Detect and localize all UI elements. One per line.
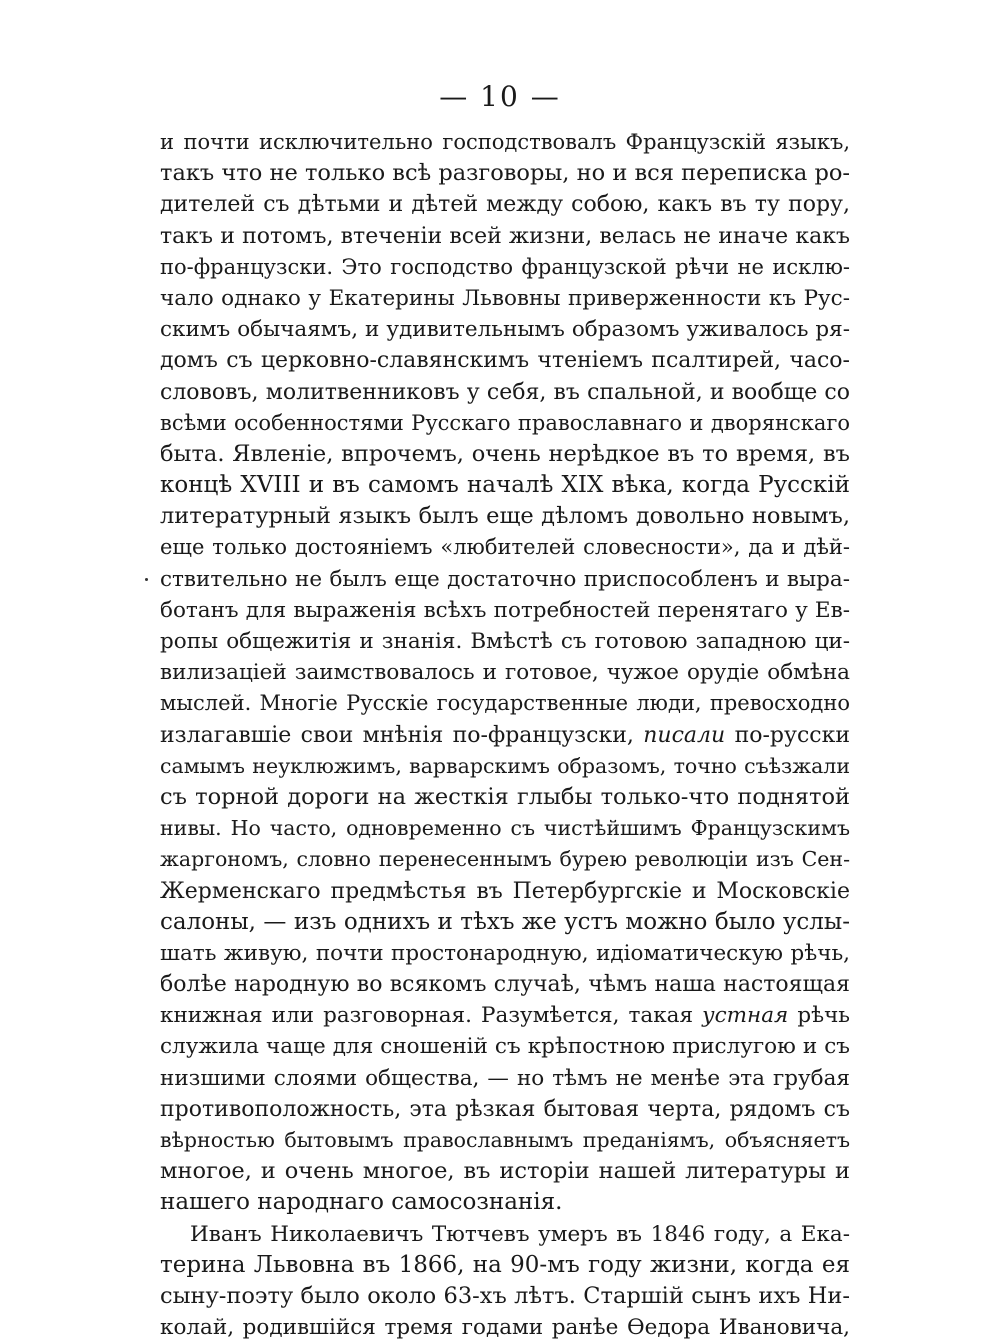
text-line: противоположность, эта рѣзкая бытовая черта, рядомъ съ bbox=[160, 1096, 850, 1122]
text-line: по-французски. Это господство французской рѣчи не исклю- bbox=[160, 254, 850, 279]
text-line: ропы общежитія и знанія. Вмѣстѣ съ готовою западною ци- bbox=[160, 629, 850, 654]
italic-word: писали bbox=[643, 722, 726, 748]
text-line: Иванъ Николаевичъ Тютчевъ умеръ въ 1846 году, а Ека- bbox=[190, 1221, 850, 1247]
text-line: нашего народнаго самосознанія. bbox=[160, 1189, 563, 1216]
text-line: служила чаще для сношеній съ крѣпостною прислугою и съ bbox=[160, 1034, 850, 1060]
text-line: жаргономъ, словно перенесеннымъ бурею революціи изъ Сен- bbox=[160, 847, 850, 872]
body-text bbox=[160, 127, 850, 1343]
text-line bbox=[160, 1000, 850, 1031]
text-line: слововъ, молитвенниковъ у себя, въ спальной, и вообще со bbox=[160, 379, 850, 405]
text-line: и почти исключительно господствовалъ Французскій языкъ, bbox=[160, 130, 850, 154]
margin-mark bbox=[145, 578, 148, 581]
text-segment: излагавшіе свои мнѣнія по-французски, bbox=[160, 722, 644, 748]
text-line: всѣми особенностями Русскаго православнаго и дворянскаго bbox=[160, 410, 850, 435]
text-line: концѣ XVIII и въ самомъ началѣ XIX вѣка, когда Русскій bbox=[160, 472, 850, 499]
text-line: сыну-поэту было около 63-хъ лѣтъ. Старшій сынъ ихъ Ни- bbox=[160, 1282, 850, 1309]
italic-word: устная bbox=[702, 1003, 789, 1029]
text-line: ботанъ для выраженія всѣхъ потребностей перенятаго у Ев- bbox=[160, 597, 850, 623]
text-line: съ торной дороги на жесткія глыбы только-что поднятой bbox=[160, 783, 850, 810]
text-line: еще только достояніемъ «любителей словесности», да и дѣй- bbox=[160, 535, 850, 560]
text-segment: книжная или разговорная. Разумѣется, такая bbox=[160, 1003, 703, 1029]
text-line: колай, родившійся тремя годами ранѣе Ѳедора Ивановича, bbox=[160, 1315, 850, 1341]
text-line: самымъ неуклюжимъ, варварскимъ образомъ, точно съѣзжали bbox=[160, 753, 850, 778]
text-line: терина Львовна въ 1866, на 90-мъ году жизни, когда ея bbox=[160, 1251, 850, 1278]
text-line: вилизаціей заимствовалось и готовое, чужое орудіе обмѣна bbox=[160, 660, 850, 686]
text-line: мыслей. Многіе Русскіе государственные люди, превосходно bbox=[160, 691, 850, 716]
text-line: шать живую, почти простонародную, идіоматическую рѣчь, bbox=[160, 940, 850, 966]
text-line bbox=[160, 720, 850, 751]
text-line: низшими слоями общества, — но тѣмъ не менѣе эта грубая bbox=[160, 1065, 850, 1091]
text-line: салоны, — изъ однихъ и тѣхъ же устъ можно было услы- bbox=[160, 908, 850, 935]
text-segment: рѣчь bbox=[788, 1003, 850, 1029]
text-line: быта. Явленіе, впрочемъ, очень нерѣдкое въ то время, въ bbox=[160, 440, 850, 467]
text-line: такъ что не только всѣ разговоры, но и вся переписка ро- bbox=[160, 160, 850, 187]
text-line: болѣе народную во всякомъ случаѣ, чѣмъ наша настоящая bbox=[160, 972, 850, 998]
text-line: скимъ обычаямъ, и удивительнымъ образомъ уживалось ря- bbox=[160, 317, 850, 343]
text-segment: по-русски bbox=[725, 722, 850, 748]
page-number: — 10 — bbox=[439, 80, 561, 113]
text-line: литературный языкъ былъ еще дѣломъ довольно новымъ, bbox=[160, 503, 850, 530]
text-line: чало однако у Екатерины Львовны приверженности къ Рус- bbox=[160, 285, 850, 311]
text-line: такъ и потомъ, втеченіи всей жизни, велась не иначе какъ bbox=[160, 223, 850, 249]
text-line: ствительно не былъ еще достаточно приспособленъ и выра- bbox=[160, 566, 850, 592]
text-line: нивы. Но часто, одновременно съ чистѣйшимъ Французскимъ bbox=[160, 816, 850, 841]
text-line: домъ съ церковно-славянскимъ чтеніемъ псалтирей, часо- bbox=[160, 348, 850, 374]
text-line: Жерменскаго предмѣстья въ Петербургскіе и Московскіе bbox=[160, 878, 850, 904]
text-line: многое, и очень многое, въ исторіи нашей литературы и bbox=[160, 1158, 850, 1185]
text-line: дителей съ дѣтьми и дѣтей между собою, какъ въ ту пору, bbox=[160, 192, 850, 218]
text-line: вѣрностью бытовымъ православнымъ преданіямъ, объясняетъ bbox=[160, 1128, 850, 1152]
